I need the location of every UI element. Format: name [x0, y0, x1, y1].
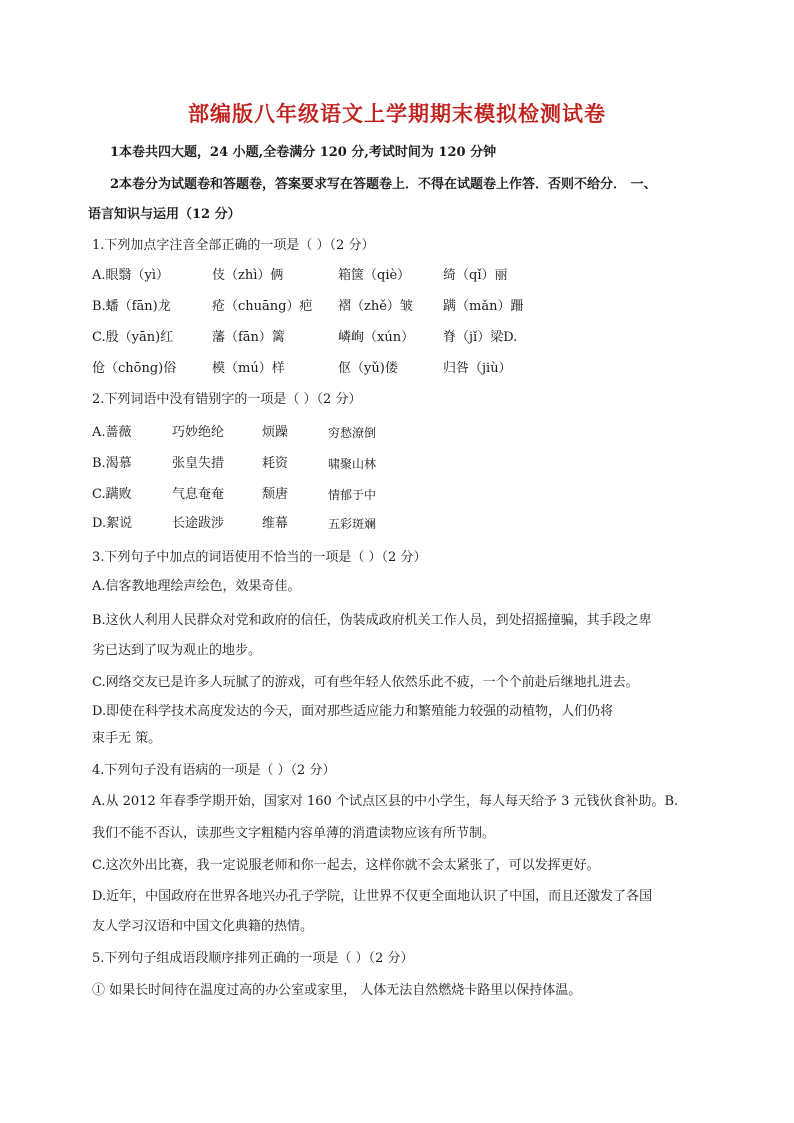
q4-option-c: C.这次外出比赛，我一定说服老师和你一起去，这样你就不会太紧张了，可以发挥更好。: [92, 858, 600, 873]
q3-option-c: C.网络交友已是许多人玩腻了的游戏，可有些年轻人依然乐此不疲，一个个前赴后继地扎进去。: [92, 675, 639, 690]
q3-option-b-line1: B.这伙人利用人民群众对党和政府的信任，伪装成政府机关工作人员，到处招摇撞骗，其手段之卑: [92, 613, 652, 628]
q2-opt: 啸聚山林: [328, 457, 377, 471]
q4-stem: 4.下列句子没有语病的一项是（ ）（2 分）: [92, 763, 336, 778]
q2-stem: 2.下列词语中没有错别字的一项是（ ）（2 分）: [92, 392, 362, 407]
q1-opt: 脊（jǐ）梁D.: [443, 330, 518, 345]
q2-opt: 耗资: [262, 456, 289, 471]
q1-opt: 伧（chōng)俗: [92, 361, 177, 376]
q1-opt: 模（mú）样: [212, 361, 285, 376]
q2-opt: 张皇失措: [172, 456, 225, 471]
q1-opt: 绮（qǐ）丽: [443, 268, 508, 283]
q1-opt: 嶙峋（xún）: [338, 330, 415, 345]
q3-option-b-line2: 劣已达到了叹为观止的地步。: [92, 643, 262, 658]
q1-opt: 褶（zhě）皱: [338, 299, 413, 314]
q4-option-d-line2: 友人学习汉语和中国文化典籍的热情。: [92, 919, 314, 934]
q2-opt: C.蹒败: [92, 487, 132, 502]
q3-option-d-line2: 束手无 策。: [92, 731, 162, 746]
q2-opt: 情郁于中: [328, 488, 377, 502]
q3-stem: 3.下列句子中加点的词语使用不恰当的一项是（ ）（2 分）: [92, 550, 427, 565]
q3-option-a: A.信客教地理绘声绘色，效果奇佳。: [92, 579, 301, 594]
q1-opt: 箱箧（qiè）: [338, 268, 411, 283]
q1-opt: 伎（zhì）俩: [212, 268, 284, 283]
q1-opt: 疮（chuāng）疤: [212, 299, 313, 314]
q2-opt: 穷愁潦倒: [328, 426, 377, 440]
q2-opt: A.蔷薇: [92, 425, 132, 440]
q2-opt: 巧妙绝纶: [172, 425, 225, 440]
q2-opt: 烦躁: [262, 425, 289, 440]
page-title: 部编版八年级语文上学期期末模拟检测试卷: [188, 102, 606, 126]
q1-opt: 藩（fān）篱: [212, 330, 285, 345]
q1-opt: B.蟠（fān)龙: [92, 299, 171, 314]
note-2: 2本卷分为试题卷和答题卷，答案要求写在答题卷上．不得在试题卷上作答．否则不给分． 一、: [110, 177, 657, 192]
q1-opt: C.殷（yān)红: [92, 330, 174, 345]
q5-stem: 5.下列句子组成语段顺序排列正确的一项是（ ）（2 分）: [92, 951, 414, 966]
q2-opt: 五彩斑斓: [328, 517, 377, 531]
q1-opt: 归咎（jiù）: [443, 361, 512, 376]
q4-option-d-line1: D.近年，中国政府在世界各地兴办孔子学院，让世界不仅更全面地认识了中国，而且还激发了各国: [92, 889, 653, 904]
q2-opt: 气息奄奄: [172, 487, 225, 502]
q2-opt: B.渴慕: [92, 456, 132, 471]
q1-opt: 蹒（mǎn）跚: [443, 299, 524, 314]
q1-stem: 1.下列加点字注音全部正确的一项是（ ）（2 分）: [92, 238, 375, 253]
q1-opt: A.眼翳（yì）: [92, 268, 170, 283]
q2-opt: D.絮说: [92, 516, 133, 531]
q1-opt: 伛（yǔ)偻: [338, 361, 398, 376]
q4-option-a-line1: A.从 2012 年春季学期开始，国家对 160 个试点区县的中小学生，每人每天给予 3 元钱伙食补助。B.: [92, 794, 679, 809]
section-heading: 语言知识与运用（12 分）: [88, 207, 241, 222]
q2-opt: 维幕: [262, 516, 289, 531]
q4-option-a-line2: 我们不能不否认，读那些文字粗糙内容单薄的消遣读物应该有所节制。: [92, 826, 496, 841]
q3-option-d-line1: D.即使在科学技术高度发达的今天，面对那些适应能力和繁殖能力较强的动植物，人们仍将: [92, 704, 614, 719]
q5-sentence-1: ① 如果长时间待在温度过高的办公室或家里， 人体无法自然燃烧卡路里以保持体温。: [92, 983, 582, 998]
note-1: 1本卷共四大题，24 小题,全卷满分 120 分,考试时间为 120 分钟: [110, 145, 497, 160]
q2-opt: 颓唐: [262, 487, 289, 502]
q2-opt: 长途跋涉: [172, 516, 225, 531]
